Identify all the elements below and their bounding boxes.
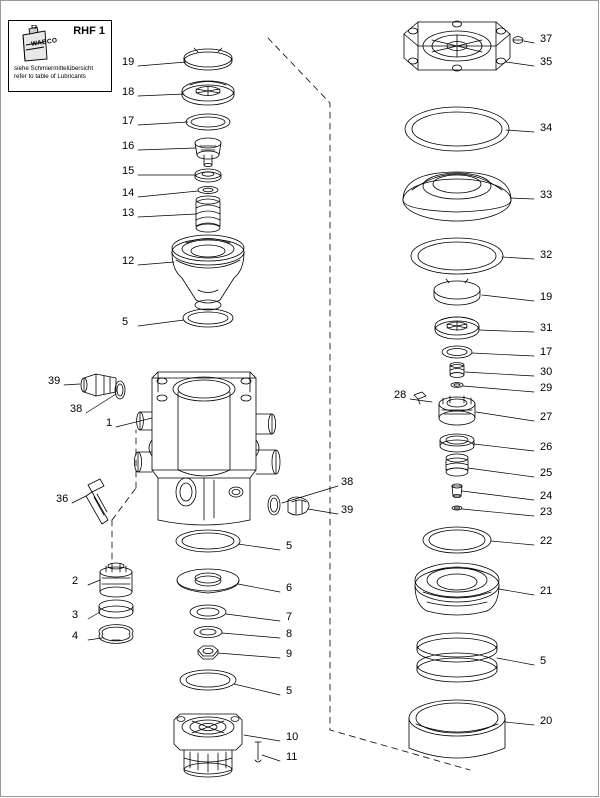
callout-number: 5 — [286, 540, 293, 552]
callout-number: 17 — [540, 346, 553, 358]
callout-number: 28 — [394, 389, 407, 401]
callout-number: 30 — [540, 366, 553, 378]
callout-number: 22 — [540, 535, 553, 547]
callout-number: 38 — [341, 476, 354, 488]
lubricant-code: RHF 1 — [73, 25, 105, 37]
callout-number: 24 — [540, 490, 553, 502]
callout-number: 6 — [286, 582, 293, 594]
lubricant-note-de: siehe Schmiermittelübersicht — [14, 65, 94, 72]
callout-number: 36 — [56, 493, 69, 505]
callout-number: 17 — [122, 115, 135, 127]
callout-number: 21 — [540, 585, 553, 597]
callout-number: 32 — [540, 249, 553, 261]
callout-number: 7 — [286, 611, 293, 623]
callout-number: 8 — [286, 628, 293, 640]
callout-number: 5 — [286, 685, 293, 697]
lubricant-note — [14, 65, 110, 81]
callout-number: 14 — [122, 187, 135, 199]
callout-number: 12 — [122, 255, 135, 267]
callout-number: 5 — [122, 316, 129, 328]
callout-number: 5 — [540, 655, 547, 667]
callout-number: 25 — [540, 467, 553, 479]
callout-number: 11 — [286, 751, 298, 763]
callout-number: 20 — [540, 715, 553, 727]
callout-number: 34 — [540, 122, 553, 134]
callout-number: 26 — [540, 441, 553, 453]
callout-number: 16 — [122, 140, 135, 152]
callout-number: 15 — [122, 165, 135, 177]
lubricant-info-box — [8, 20, 112, 92]
callout-number: 3 — [72, 609, 79, 621]
callout-number: 1 — [106, 417, 113, 429]
callout-number: 10 — [286, 731, 299, 743]
callout-number: 13 — [122, 207, 135, 219]
callout-number: 33 — [540, 189, 553, 201]
callout-number: 4 — [72, 630, 79, 642]
callout-number: 31 — [540, 322, 553, 334]
callout-number: 38 — [70, 403, 83, 415]
callout-number: 39 — [48, 375, 61, 387]
callout-number: 18 — [122, 86, 135, 98]
callout-number: 2 — [72, 575, 79, 587]
lubricant-brand: WABCO — [30, 37, 58, 48]
lubricant-note-en: refer to table of Lubricants — [14, 73, 86, 80]
callout-number: 19 — [122, 56, 135, 68]
callout-number: 39 — [341, 504, 354, 516]
callout-number: 37 — [540, 33, 553, 45]
callout-number: 29 — [540, 382, 553, 394]
callout-number: 23 — [540, 506, 553, 518]
callout-number: 35 — [540, 56, 553, 68]
callout-number: 19 — [540, 291, 553, 303]
callout-number: 27 — [540, 411, 553, 423]
callout-number: 9 — [286, 648, 293, 660]
